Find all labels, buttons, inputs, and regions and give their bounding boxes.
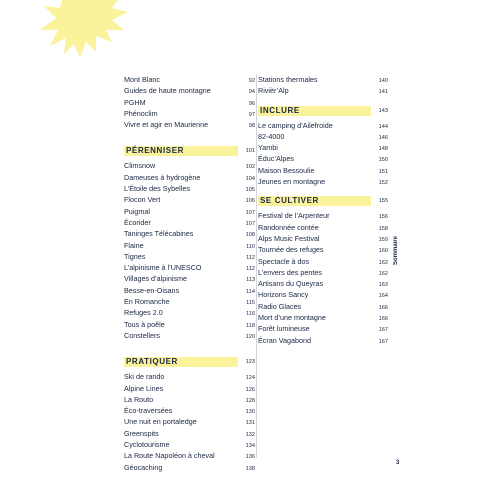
toc-entry[interactable]	[258, 244, 388, 255]
section-heading[interactable]	[124, 146, 255, 156]
toc-entry-page: 96	[248, 100, 255, 107]
toc-entry-title: L’Étoile des Sybelles	[124, 184, 190, 194]
toc-entry[interactable]	[124, 462, 255, 473]
section-heading-page: 155	[378, 198, 388, 205]
toc-entry[interactable]	[258, 267, 388, 278]
toc-entry-title: Artisans du Queyras	[258, 279, 324, 289]
toc-column-right	[258, 74, 388, 346]
toc-entry[interactable]	[124, 74, 255, 85]
toc-entry[interactable]	[258, 289, 388, 300]
toc-entry[interactable]	[258, 176, 388, 187]
toc-entry[interactable]	[258, 85, 388, 96]
toc-entry-page: 118	[246, 322, 255, 329]
toc-entry-page: 126	[245, 386, 255, 393]
toc-entry-page: 120	[245, 333, 255, 340]
toc-entry-title: Une nuit en portaledge	[124, 417, 197, 427]
toc-entry-title: Mont Blanc	[124, 75, 160, 84]
toc-entry[interactable]	[258, 323, 388, 334]
toc-entry[interactable]	[124, 108, 255, 119]
toc-entry-page: 128	[245, 397, 255, 404]
toc-entry-title: Greenspits	[124, 428, 159, 438]
toc-entry-page: 134	[245, 443, 255, 450]
toc-entry[interactable]	[258, 278, 388, 289]
section-heading[interactable]	[258, 106, 388, 116]
toc-entry-title: Spectacle à dos	[258, 256, 310, 266]
toc-entry-page: 148	[378, 146, 388, 153]
section-heading-label: INCLURE	[258, 106, 371, 116]
toc-entry[interactable]	[258, 142, 388, 153]
toc-entry[interactable]	[258, 131, 388, 142]
toc-entry-page: 158	[378, 225, 388, 232]
toc-entry[interactable]	[124, 273, 255, 284]
toc-entry-title: Taninges Télécabines	[124, 229, 194, 239]
toc-entry-page: 164	[378, 293, 388, 300]
toc-entry-page: 162	[378, 270, 388, 277]
toc-entry[interactable]	[124, 307, 255, 318]
toc-entry-title: Stations thermales	[258, 75, 318, 84]
toc-entry-page: 159	[378, 236, 388, 243]
toc-entry-page: 166	[378, 316, 388, 323]
toc-entry-title: Cyclotourisme	[124, 440, 170, 450]
toc-entry-page: 102	[245, 164, 255, 171]
toc-entry-title: Refuges 2.0	[124, 308, 163, 318]
toc-entry-title: Alpine Lines	[124, 383, 164, 393]
toc-entry[interactable]	[258, 256, 388, 267]
toc-entry-title: Villages d’alpinisme	[124, 274, 187, 284]
page-number: 3	[396, 460, 400, 466]
toc-entry-title: Dameuses à hydrogène	[124, 172, 201, 182]
toc-entry-title: Flaine	[124, 240, 144, 250]
toc-entry-title: Écorider	[124, 217, 151, 227]
toc-entry[interactable]	[258, 74, 388, 85]
toc-entry[interactable]	[124, 319, 255, 330]
toc-entry-title: La Route Napoléon à cheval	[124, 451, 215, 461]
section-heading[interactable]	[124, 357, 255, 367]
toc-entry-title: Climsnow	[124, 161, 156, 171]
column-divider	[256, 74, 257, 458]
toc-entry[interactable]	[124, 119, 255, 130]
toc-entry-title: Besse-en-Oisans	[124, 285, 180, 295]
toc-entry[interactable]	[124, 85, 255, 96]
toc-entry-title: L’envers des pentes	[258, 267, 322, 277]
toc-entry[interactable]	[258, 312, 388, 323]
toc-entry[interactable]	[124, 206, 255, 217]
toc-entry[interactable]	[124, 285, 255, 296]
toc-entry[interactable]	[124, 228, 255, 239]
toc-entry-title: Jeunes en montagne	[258, 177, 326, 187]
toc-entry-title: La Routo	[124, 394, 154, 404]
toc-entry-title: Guides de haute montagne	[124, 86, 211, 96]
section-heading-page: 123	[245, 359, 255, 366]
toc-entry-title: Tournée des refuges	[258, 245, 324, 255]
toc-entry-page: 163	[378, 282, 388, 289]
toc-column-left	[124, 74, 255, 473]
toc-entry-page: 116	[246, 311, 255, 318]
toc-entry-title: Randonnée contée	[258, 222, 319, 232]
toc-entry-title: Ski de rando	[124, 372, 165, 382]
toc-entry[interactable]	[258, 153, 388, 164]
section-heading-label: PRATIQUER	[124, 357, 238, 367]
toc-entry[interactable]	[124, 97, 255, 108]
toc-entry-title: Radio Glaces	[258, 301, 302, 311]
toc-entry[interactable]	[124, 240, 255, 251]
toc-entry-title: Yambi	[258, 143, 278, 153]
section-heading-page: 143	[378, 107, 388, 114]
section-heading[interactable]	[258, 196, 388, 206]
toc-entry-title: Rivièr’Alp	[258, 86, 289, 96]
toc-entry-page: 97	[248, 111, 255, 118]
toc-entry-title: Éduc’Alpes	[258, 154, 294, 164]
toc-entry-title: PGHM	[124, 97, 146, 107]
toc-entry-page: 124	[245, 375, 255, 382]
toc-entry[interactable]	[124, 439, 255, 450]
toc-entry-title: Vivre et agir en Maurienne	[124, 120, 209, 130]
toc-entry[interactable]	[258, 335, 388, 346]
toc-entry-page: 112	[246, 266, 255, 273]
toc-entry-title: 82-4000	[258, 131, 285, 141]
toc-entry[interactable]	[124, 330, 255, 341]
toc-entry-page: 138	[245, 465, 255, 472]
toc-entry-page: 130	[245, 409, 255, 416]
toc-entry-page: 152	[378, 180, 388, 187]
toc-entry-title: Forêt lumineuse	[258, 324, 310, 334]
toc-entry[interactable]	[124, 416, 255, 427]
toc-entry-page: 166	[378, 304, 388, 311]
section-spine-label: Sommaire	[393, 235, 399, 265]
toc-entry[interactable]	[124, 428, 255, 439]
toc-entry-page: 160	[378, 248, 388, 255]
toc-entry[interactable]	[258, 120, 388, 131]
toc-entry-title: Puigmal	[124, 206, 150, 216]
toc-entry-title: Alps Music Festival	[258, 233, 320, 243]
toc-entry-title: Mort d’une montagne	[258, 313, 326, 323]
toc-entry[interactable]	[124, 405, 255, 416]
toc-entry-title: Constellers	[124, 330, 160, 340]
toc-entry-page: 150	[378, 157, 388, 164]
toc-entry[interactable]	[258, 233, 388, 244]
toc-entry[interactable]	[124, 183, 255, 194]
toc-entry[interactable]	[124, 217, 255, 228]
toc-entry-page: 92	[248, 78, 255, 84]
toc-entry[interactable]	[124, 251, 255, 262]
toc-entry-title: Horizons Sancy	[258, 290, 309, 300]
toc-entry[interactable]	[258, 222, 388, 233]
toc-entry-page: 112	[246, 254, 255, 261]
toc-entry[interactable]	[258, 301, 388, 312]
toc-entry-title: Maison Bessoulie	[258, 165, 315, 175]
toc-entry-title: Tous à poêle	[124, 319, 165, 329]
toc-entry-page: 151	[378, 168, 388, 175]
toc-entry-page: 110	[246, 243, 255, 250]
toc-entry[interactable]	[124, 450, 255, 461]
toc-entry-page: 136	[245, 454, 255, 461]
toc-entry-page: 98	[248, 123, 255, 130]
toc-entry-page: 104	[245, 175, 255, 182]
toc-entry-page: 162	[378, 259, 388, 266]
toc-entry[interactable]	[124, 194, 255, 205]
section-heading-label: SE CULTIVER	[258, 196, 371, 206]
toc-entry-title: Éco-traversées	[124, 406, 173, 416]
sun-illustration	[0, 0, 130, 70]
toc-entry-title: Le camping d’Ailefroide	[258, 120, 333, 130]
toc-entry-page: 113	[246, 277, 255, 284]
toc-entry-page: 108	[245, 232, 255, 239]
toc-entry-title: En Romanche	[124, 297, 170, 307]
toc-entry-page: 132	[245, 431, 255, 438]
toc-entry[interactable]	[258, 165, 388, 176]
toc-entry[interactable]	[124, 394, 255, 405]
toc-entry-title: Phénoclim	[124, 108, 158, 118]
toc-entry-page: 140	[378, 78, 388, 84]
toc-entry-page: 107	[245, 209, 255, 216]
toc-entry-page: 141	[378, 89, 388, 96]
toc-entry-title: Géocaching	[124, 462, 163, 472]
toc-entry-title: Festival de l’Arpenteur	[258, 211, 330, 221]
section-heading-page: 101	[245, 148, 255, 155]
toc-entry-page: 156	[378, 214, 388, 221]
toc-entry[interactable]	[258, 210, 388, 221]
toc-entry[interactable]	[124, 160, 255, 171]
toc-entry-page: 131	[245, 420, 255, 427]
toc-entry[interactable]	[124, 262, 255, 273]
toc-entry-page: 114	[246, 288, 255, 295]
toc-entry-page: 106	[245, 198, 255, 205]
toc-entry-page: 94	[248, 89, 255, 96]
toc-entry[interactable]	[124, 383, 255, 394]
toc-entry-title: L’alpinisme à l’UNESCO	[124, 263, 202, 273]
toc-entry-page: 167	[378, 327, 388, 334]
toc-entry-title: Écran Vagabond	[258, 335, 312, 345]
toc-entry[interactable]	[124, 296, 255, 307]
toc-entry[interactable]	[124, 172, 255, 183]
toc-entry[interactable]	[124, 371, 255, 382]
toc-entry-page: 107	[245, 220, 255, 227]
toc-entry-page: 144	[378, 123, 388, 130]
toc-entry-page: 105	[245, 187, 255, 194]
toc-entry-page: 167	[378, 338, 388, 345]
toc-entry-page: 146	[378, 134, 388, 141]
toc-entry-title: Flocon Vert	[124, 195, 161, 205]
toc-entry-title: Tignes	[124, 251, 146, 261]
section-heading-label: PÉRENNISER	[124, 146, 238, 156]
toc-entry-page: 115	[246, 300, 255, 307]
